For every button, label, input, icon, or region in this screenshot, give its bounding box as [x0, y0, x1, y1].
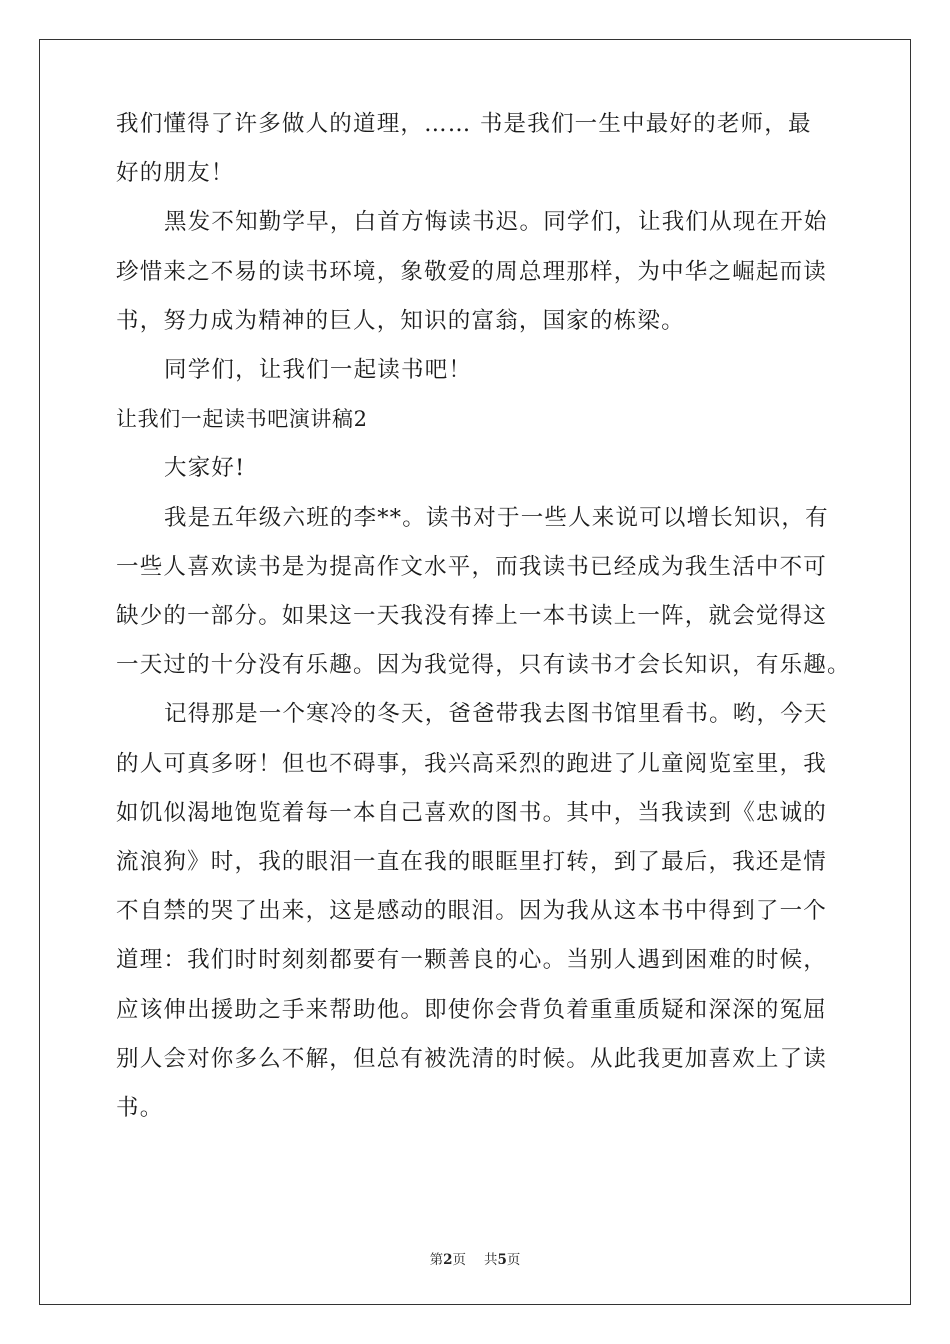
text-line: 我们懂得了许多做人的道理，…… 书是我们一生中最好的老师，最 — [116, 111, 812, 137]
text-line: 大家好! — [164, 455, 246, 482]
text-line: 不自禁的哭了出来，这是感动的眼泪。因为我从这本书中得到了一个 — [116, 898, 828, 925]
text-line: 如饥似渴地饱览着每一本自己喜欢的图书。其中，当我读到《忠诚的 — [116, 799, 828, 826]
total-suffix: 页 — [506, 1252, 521, 1268]
text-line: 记得那是一个寒冷的冬天，爸爸带我去图书馆里看书。哟，今天 — [164, 701, 828, 728]
text-line: 同学们，让我们一起读书吧！ — [164, 357, 473, 383]
text-line: 书，努力成为精神的巨人，知识的富翁，国家的栋梁。 — [116, 307, 685, 334]
text-line: 书。 — [116, 1095, 164, 1121]
text-line: 我是五年级六班的李**。读书对于一些人来说可以增长知识，有 — [164, 504, 829, 531]
text-line: 一些人喜欢读书是为提高作文水平，而我读书已经成为我生活中不可 — [116, 553, 828, 580]
text-line: 的人可真多呀！但也不碍事，我兴高采烈的跑进了儿童阅览室里，我 — [116, 750, 828, 777]
section-heading: 让我们一起读书吧演讲稿2 — [116, 407, 368, 432]
text-line: 流浪狗》时，我的眼泪一直在我的眼眶里打转，到了最后，我还是情 — [116, 849, 828, 875]
text-line: 黑发不知勤学早，白首方悔读书迟。同学们，让我们从现在开始 — [164, 209, 828, 236]
text-line: 好的朋友！ — [116, 160, 235, 187]
text-line: 一天过的十分没有乐趣。因为我觉得，只有读书才会长知识，有乐趣。 — [116, 652, 851, 679]
total-prefix: 共 — [484, 1252, 498, 1268]
page-footer — [0, 1248, 950, 1268]
text-line: 别人会对你多么不解，但总有被洗清的时候。从此我更加喜欢上了读 — [116, 1045, 828, 1072]
text-line: 道理：我们时时刻刻都要有一颗善良的心。当别人遇到困难的时候， — [116, 947, 828, 974]
text-line: 珍惜来之不易的读书环境，象敬爱的周总理那样，为中华之崛起而读 — [116, 258, 828, 285]
total-pages: 5 — [497, 1252, 507, 1268]
page-number: 2 — [443, 1252, 453, 1268]
text-line: 缺少的一部分。如果这一天我没有捧上一本书读上一阵，就会觉得这 — [116, 603, 828, 629]
text-line: 应该伸出援助之手来帮助他。即使你会背负着重重质疑和深深的冤屈 — [116, 996, 828, 1023]
page-prefix: 第 — [429, 1252, 444, 1268]
page-suffix: 页 — [452, 1252, 466, 1268]
